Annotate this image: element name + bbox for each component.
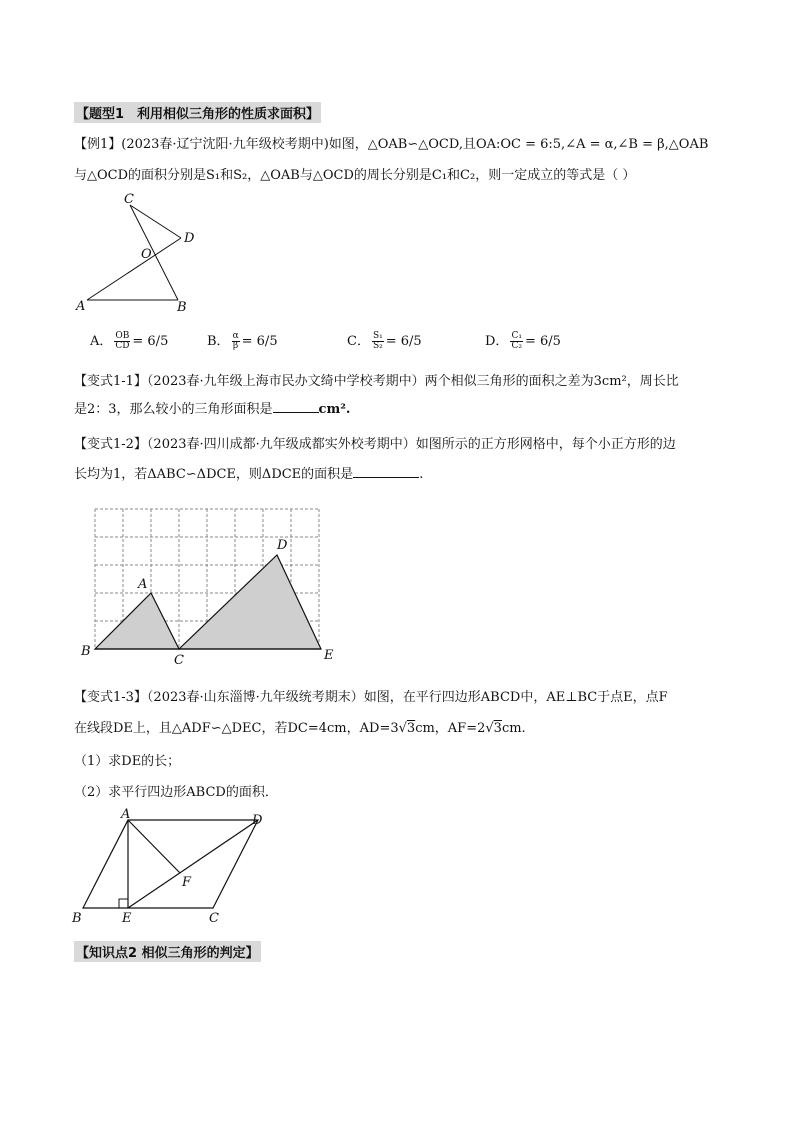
label-b: B: [81, 644, 91, 659]
example-1-figure: [70, 190, 210, 315]
label-c: C: [124, 192, 134, 207]
option-a: [90, 330, 168, 351]
option-a-fraction: [114, 332, 130, 351]
option-d-denominator: C₂: [511, 341, 522, 351]
option-b: [207, 330, 278, 351]
option-b-denominator: β: [233, 341, 239, 351]
variant-1-1-line-1: 【变式1-1】（2023春·九年级上海市民办文绮中学校考期中）两个相似三角形的面积之差为3cm²，周长比: [74, 374, 679, 389]
label-a: A: [76, 299, 86, 314]
segment-cb: [130, 205, 178, 300]
variant-1-3-line-2: [74, 717, 526, 736]
option-d-fraction: [510, 332, 523, 351]
option-a-label: A．: [90, 334, 113, 349]
example-1-line-1: 【例1】(2023春·辽宁沈阳·九年级校考期中)如图，△OAB∽△OCD,且OA:OC = 6:5,∠A = α,∠B = β,△OAB: [74, 137, 709, 152]
segment-da: [87, 238, 181, 300]
triangle-dce: [179, 555, 321, 649]
option-d-rhs: = 6/5: [524, 334, 561, 349]
answer-blank[interactable]: [353, 477, 419, 478]
variant-1-2-period: .: [419, 467, 424, 482]
option-d: [485, 330, 561, 351]
label-c: C: [174, 653, 184, 668]
question-1: （1）求DE的长；: [74, 754, 181, 769]
option-c-label: C．: [347, 334, 370, 349]
label-c: C: [209, 911, 219, 926]
example-1-line-2: 与△OCD的面积分别是S₁和S₂，△OAB与△OCD的周长分别是C₁和C₂，则一定成立的等式是（ ）: [74, 168, 636, 183]
option-c: [347, 330, 422, 351]
variant-1-2-line-1: 【变式1-2】（2023春·四川成都·九年级成都实外校考期中）如图所示的正方形网格中，每个小正方形的边: [74, 437, 676, 452]
right-angle-icon: [119, 899, 128, 908]
option-a-rhs: = 6/5: [132, 334, 169, 349]
section-heading-1: 【题型1 利用相似三角形的性质求面积】: [74, 102, 321, 123]
answer-blank[interactable]: [273, 412, 319, 413]
label-e: E: [122, 911, 132, 926]
radicand-2: 3: [493, 721, 502, 736]
variant-1-3-text-a: 在线段DE上，且△ADF∽△DEC，若DC=4cm，AD=3: [74, 721, 399, 736]
variant-1-2-text: 长均为1，若ΔABC∽ΔDCE，则ΔDCE的面积是: [74, 467, 354, 482]
label-d: D: [252, 813, 263, 828]
grid-figure: [78, 500, 348, 670]
option-b-rhs: = 6/5: [241, 334, 278, 349]
variant-1-2-line-2: [74, 463, 423, 482]
option-d-numerator: C₁: [511, 331, 522, 341]
option-b-fraction: [232, 332, 240, 351]
option-a-denominator: CD: [115, 341, 130, 351]
label-d: D: [184, 231, 195, 246]
label-o: O: [141, 247, 152, 262]
label-a: A: [138, 577, 148, 592]
sqrt-icon: √: [485, 721, 494, 736]
variant-1-3-text-c: cm.: [501, 721, 526, 736]
option-c-fraction: [372, 332, 384, 351]
segment-cd: [130, 205, 181, 238]
section-heading-2: 【知识点2 相似三角形的判定】: [74, 941, 261, 962]
label-b: B: [177, 300, 187, 315]
label-f: F: [182, 875, 192, 890]
option-c-denominator: S₂: [372, 341, 383, 351]
label-b: B: [72, 911, 82, 926]
option-b-numerator: α: [232, 331, 239, 341]
parallelogram-figure: [68, 808, 288, 928]
segment-af: [128, 820, 180, 873]
variant-1-1-unit: cm².: [318, 402, 351, 417]
option-c-numerator: S₁: [372, 331, 383, 341]
variant-1-3-text-b: cm，AF=2: [415, 721, 486, 736]
variant-1-1-line-2: [74, 398, 350, 417]
segment-ed: [128, 820, 258, 908]
option-d-label: D．: [485, 334, 509, 349]
label-e: E: [324, 648, 334, 663]
variant-1-1-text: 是2：3，那么较小的三角形面积是: [74, 402, 273, 417]
variant-1-3-line-1: 【变式1-3】（2023春·山东淄博·九年级统考期末）如图，在平行四边形ABCD中，AE⊥BC于点E，点F: [74, 690, 668, 705]
option-c-rhs: = 6/5: [385, 334, 422, 349]
question-2: （2）求平行四边形ABCD的面积．: [74, 785, 278, 800]
label-d: D: [277, 538, 288, 553]
label-a: A: [121, 808, 131, 822]
sqrt-icon: √: [398, 721, 407, 736]
option-b-label: B．: [207, 334, 230, 349]
option-a-numerator: OB: [115, 331, 130, 341]
radicand-1: 3: [406, 721, 416, 736]
